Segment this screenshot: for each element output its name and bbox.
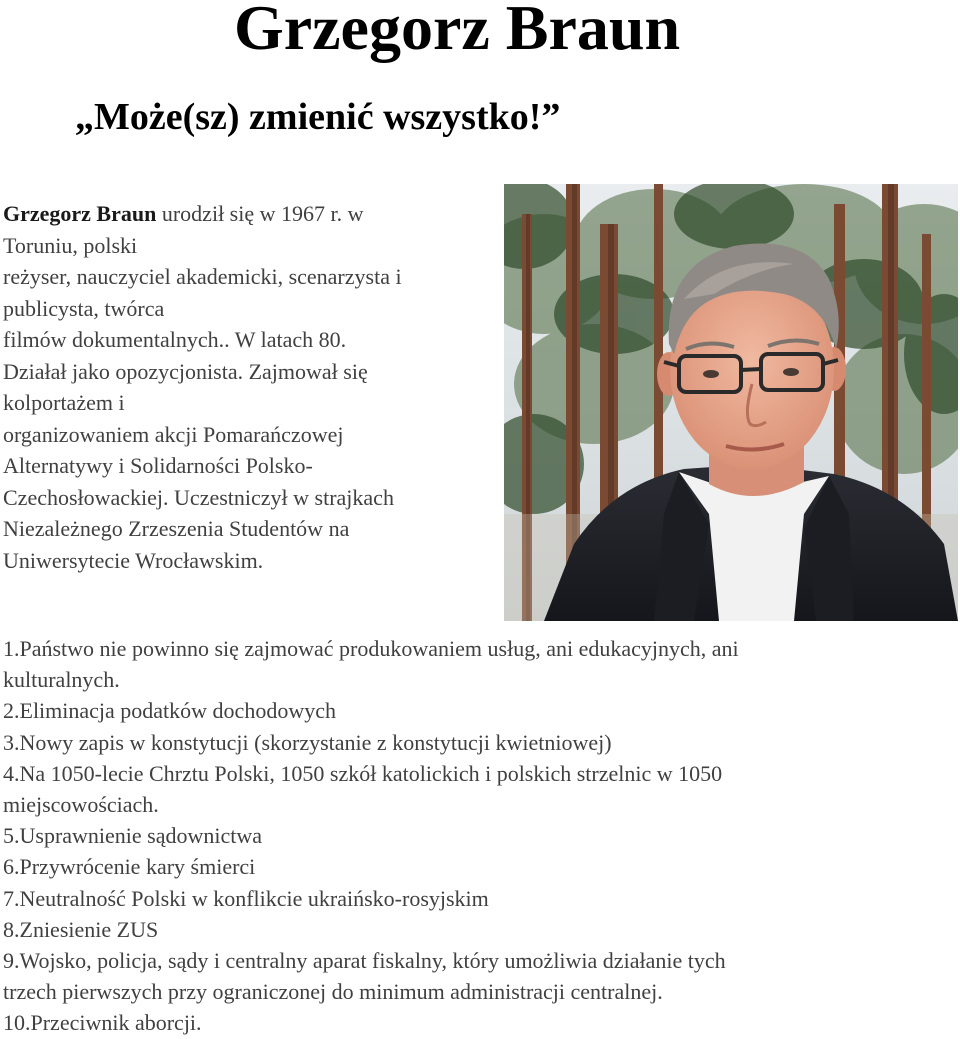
- list-item-line: miejscowościach.: [3, 792, 159, 818]
- list-item: [3, 851, 953, 882]
- list-item-line: 9.Wojsko, policja, sądy i centralny aparat fiskalny, który umożliwia działanie tych: [3, 948, 726, 974]
- list-item-line: 10.Przeciwnik aborcji.: [3, 1010, 202, 1036]
- page-title: Grzegorz Braun: [233, 0, 681, 63]
- list-item-line: 2.Eliminacja podatków dochodowych: [3, 698, 336, 724]
- bio-name: Grzegorz Braun: [3, 201, 157, 226]
- bio-line: kolportażem i: [3, 390, 125, 415]
- bio-line: reżyser, nauczyciel akademicki, scenarzysta i: [3, 264, 402, 289]
- list-item-line: 4.Na 1050-lecie Chrztu Polski, 1050 szkół katolickich i polskich strzelnic w 1050: [3, 760, 723, 786]
- list-item: [3, 695, 953, 726]
- bio-line: [3, 198, 493, 230]
- list-item-line: 6.Przywrócenie kary śmierci: [3, 854, 256, 880]
- bio-line: Toruniu, polski: [3, 232, 138, 258]
- list-item-line: 1.Państwo nie powinno się zajmować produkowaniem usług, ani edukacyjnych, ani: [3, 636, 739, 661]
- list-item: [3, 883, 953, 914]
- list-item-line: 7.Neutralność Polski w konflikcie ukraińsko-rosyjskim: [3, 885, 489, 911]
- list-item-line: 5.Usprawnienie sądownictwa: [3, 823, 263, 849]
- list-item: [3, 945, 953, 1007]
- bio-line: Działał jako opozycjonista. Zajmował się: [3, 358, 368, 384]
- bio-line: filmów dokumentalnych.. W latach 80.: [3, 327, 347, 352]
- list-item: [3, 820, 953, 851]
- bio-line: Czechosłowackiej. Uczestniczył w strajkach: [3, 484, 394, 510]
- list-item: [3, 1007, 953, 1038]
- list-item-line: kulturalnych.: [3, 667, 120, 693]
- bio-line: organizowaniem akcji Pomarańczowej: [3, 421, 344, 447]
- list-item-line: 8.Zniesienie ZUS: [3, 916, 159, 942]
- bio-paragraph: [3, 198, 493, 576]
- slogan: „Może(sz) zmienić wszystko!”: [75, 96, 561, 138]
- bio-line: Niezależnego Zrzeszenia Studentów na: [3, 516, 350, 541]
- list-item: [3, 727, 953, 758]
- list-item: [3, 758, 953, 820]
- portrait-photo: [504, 184, 958, 621]
- bio-line: Uniwersytecie Wrocławskim.: [3, 547, 264, 573]
- bio-line: publicysta, twórca: [3, 295, 165, 321]
- bio-line-rest: urodził się w 1967 r. w: [156, 201, 364, 226]
- program-points: [3, 633, 953, 1039]
- list-item-line: 3.Nowy zapis w konstytucji (skorzystanie z konstytucji kwietniowej): [3, 729, 612, 755]
- list-item: [3, 633, 953, 695]
- list-item-line: trzech pierwszych przy ograniczonej do minimum administracji centralnej.: [3, 979, 663, 1005]
- bio-line: Alternatywy i Solidarności Polsko-: [3, 453, 313, 478]
- list-item: [3, 914, 953, 945]
